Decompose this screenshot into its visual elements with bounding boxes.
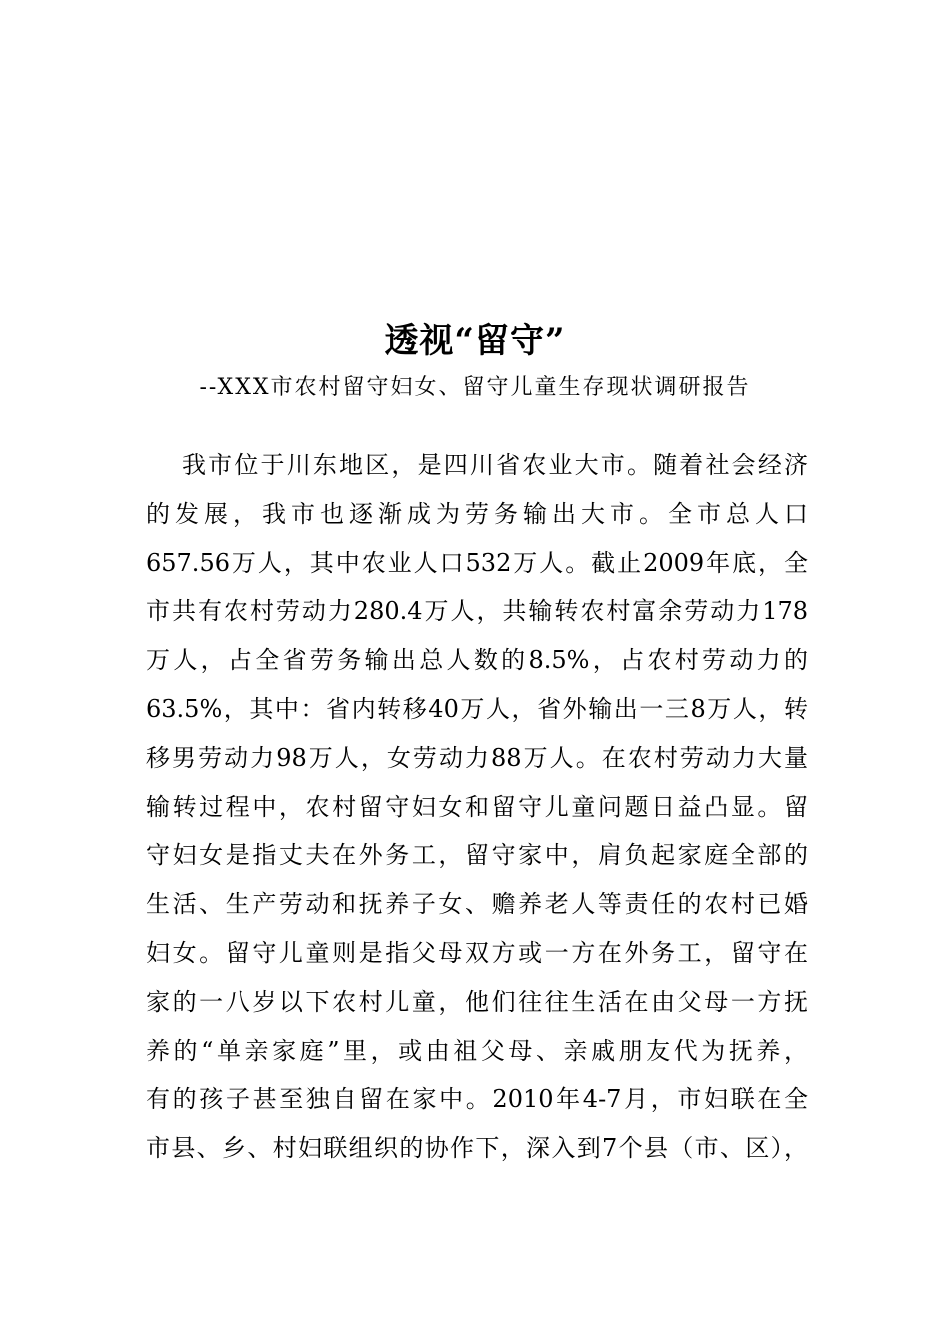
body-paragraph — [146, 441, 808, 1173]
paragraph-line: 市共有农村劳动力280.4万人，共输转农村富余劳动力178 — [146, 597, 808, 626]
paragraph-line: 移男劳动力98万人，女劳动力88万人。在农村劳动力大量 — [146, 743, 808, 772]
paragraph-line: 养的“单亲家庭”里，或由祖父母、亲戚朋友代为抚养， — [146, 1036, 808, 1065]
paragraph-line: 妇女。留守儿童则是指父母双方或一方在外务工，留守在 — [146, 938, 808, 967]
paragraph-line: 的发展，我市也逐渐成为劳务输出大市。全市总人口 — [146, 499, 808, 528]
paragraph-line: 市县、乡、村妇联组织的协作下，深入到7个县（市、区）， — [146, 1134, 808, 1163]
paragraph-line: 守妇女是指丈夫在外务工，留守家中，肩负起家庭全部的 — [146, 841, 808, 870]
paragraph-line: 家的一八岁以下农村儿童，他们往往生活在由父母一方抚 — [146, 987, 808, 1016]
document-subtitle: --XXX市农村留守妇女、留守儿童生存现状调研报告 — [199, 375, 751, 400]
paragraph-line: 生活、生产劳动和抚养子女、赡养老人等责任的农村已婚 — [146, 890, 808, 919]
paragraph-line: 63.5%，其中：省内转移40万人，省外输出一三8万人，转 — [146, 694, 808, 723]
paragraph-line: 我市位于川东地区，是四川省农业大市。随着社会经济 — [182, 451, 808, 479]
paragraph-line: 万人，占全省劳务输出总人数的8.5%，占农村劳动力的 — [146, 646, 808, 675]
paragraph-line: 657.56万人，其中农业人口532万人。截止2009年底，全 — [146, 548, 808, 577]
paragraph-line: 输转过程中，农村留守妇女和留守儿童问题日益凸显。留 — [146, 792, 808, 821]
document-title: 透视“留守” — [384, 321, 566, 361]
paragraph-line: 有的孩子甚至独自留在家中。2010年4-7月，市妇联在全 — [146, 1085, 808, 1114]
